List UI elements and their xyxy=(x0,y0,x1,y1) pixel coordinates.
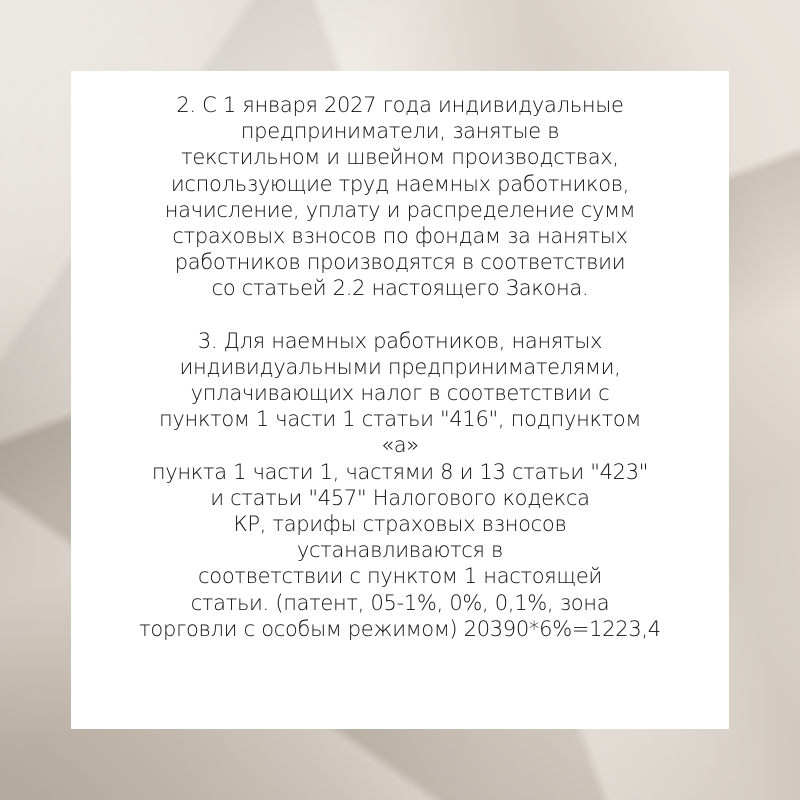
text-line: устанавливаются в xyxy=(296,538,504,563)
text-line: индивидуальными предпринимателями, xyxy=(179,354,621,379)
text-line: работников производятся в соответствии xyxy=(174,250,626,275)
text-line: начисление, уплату и распределение сумм xyxy=(164,197,636,222)
text-line: предприниматели, занятые в xyxy=(240,119,560,144)
text-line: страховых взносов по фондам за нанятых xyxy=(172,224,628,249)
paragraph-spacer xyxy=(95,302,705,328)
text-line: использующие труд наемных работников, xyxy=(170,171,630,196)
text-line: 2. С 1 января 2027 года индивидуальные xyxy=(176,93,624,117)
text-card xyxy=(71,71,729,729)
text-line: статьи. (патент, 05-1%, 0%, 0,1%, зона xyxy=(190,590,610,615)
text-line: «а» xyxy=(381,433,419,458)
text-line: КР, тарифы страховых взносов xyxy=(233,512,567,537)
text-line: со статьей 2.2 настоящего Закона. xyxy=(211,276,589,301)
text-line: и статьи "457" Налогового кодекса xyxy=(210,485,590,510)
paragraph-3 xyxy=(95,328,705,642)
text-line: 3. Для наемных работников, нанятых xyxy=(197,328,603,353)
text-line: текстильном и швейном производствах, xyxy=(181,145,619,170)
text-line: пункта 1 части 1, частями 8 и 13 статьи "423" xyxy=(151,459,649,484)
text-line: торговли с особым режимом) 20390*6%=1223,4 xyxy=(139,616,661,641)
paragraph-2 xyxy=(95,92,705,302)
text-line: соответствии с пунктом 1 настоящей xyxy=(198,564,602,589)
text-line: пунктом 1 части 1 статьи "416", подпунктом xyxy=(158,407,642,432)
text-line: уплачивающих налог в соответствии с xyxy=(190,381,610,406)
